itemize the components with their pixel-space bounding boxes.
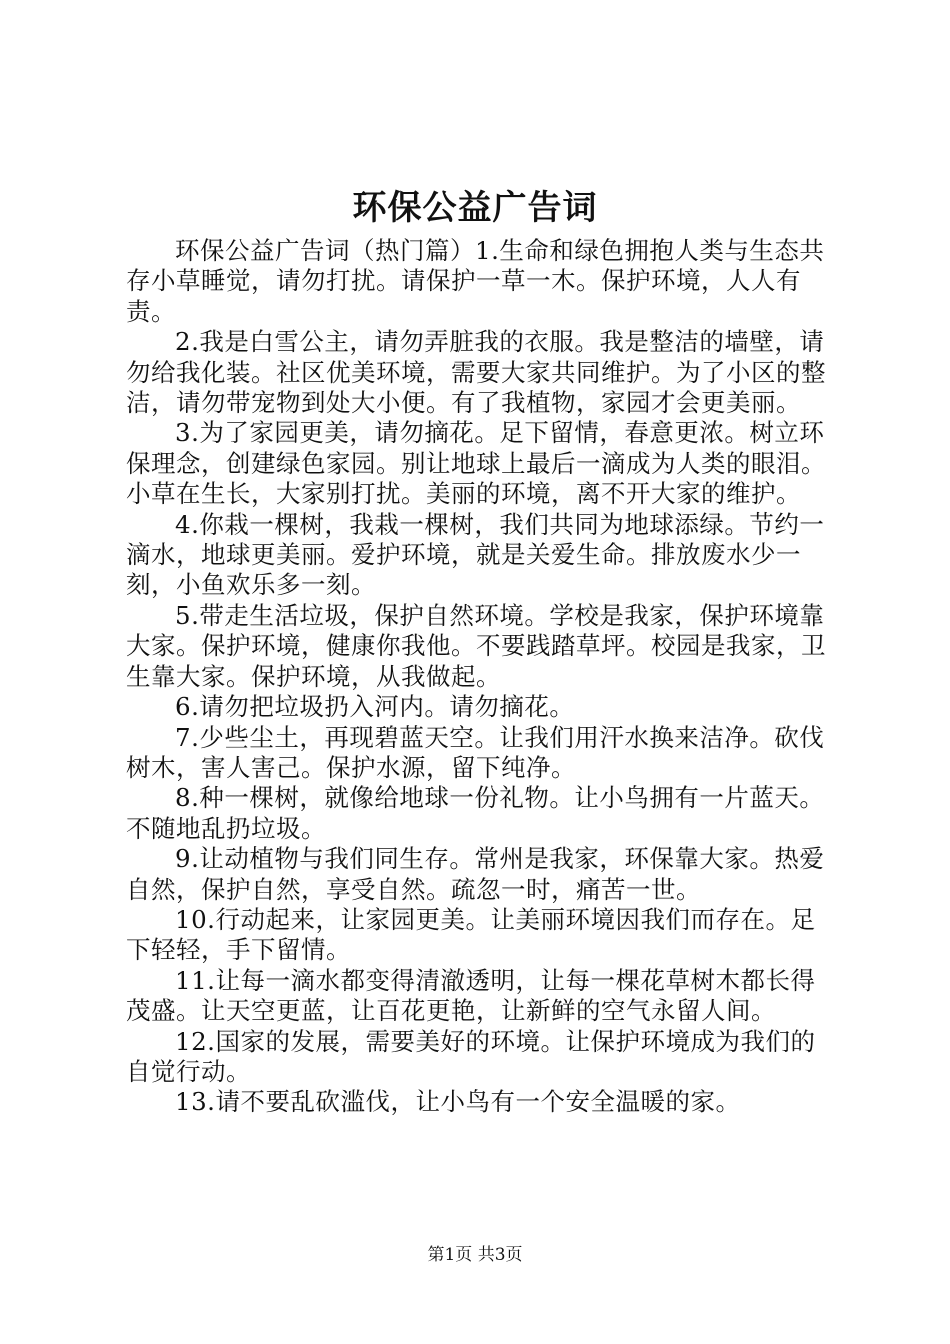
paragraph-11: 11.让每一滴水都变得清澈透明，让每一棵花草树木都长得茂盛。让天空更蓝，让百花更艳，让新鲜的空气永留人间。: [126, 965, 816, 1026]
paragraph-3: 3.为了家园更美，请勿摘花。足下留情，春意更浓。树立环保理念，创建绿色家园。别让地球上最后一滴成为人类的眼泪。小草在生长，大家别打扰。美丽的环境，离不开大家的维护。: [126, 418, 826, 509]
paragraph-intro-1: 环保公益广告词（热门篇）1.生命和绿色拥抱人类与生态共存小草睡觉，请勿打扰。请保护一草一木。保护环境，人人有责。: [126, 236, 825, 326]
paragraph-4: 4.你栽一棵树，我栽一棵树，我们共同为地球添绿。节约一滴水，地球更美丽。爱护环境，就是关爱生命。排放废水少一刻，小鱼欢乐多一刻。: [126, 509, 825, 600]
paragraph-2: 2.我是白雪公主，请勿弄脏我的衣服。我是整洁的墙壁，请勿给我化装。社区优美环境，需要大家共同维护。为了小区的整洁，请勿带宠物到处大小便。有了我植物，家园才会更美丽。: [126, 327, 826, 418]
paragraph-10: 10.行动起来，让家园更美。让美丽环境因我们而存在。足下轻轻，手下留情。: [126, 904, 816, 965]
document-body: [126, 236, 832, 1118]
paragraph-9: 9.让动植物与我们同生存。常州是我家，环保靠大家。热爱自然，保护自然，享受自然。疏忽一时，痛苦一世。: [126, 844, 825, 904]
document-title: 环保公益广告词: [352, 188, 598, 228]
paragraph-13: 13.请不要乱砍滥伐，让小鸟有一个安全温暖的家。: [175, 1087, 741, 1117]
paragraph-5: 5.带走生活垃圾，保护自然环境。学校是我家，保护环境靠大家。保护环境，健康你我他。不要践踏草坪。校园是我家，卫生靠大家。保护环境，从我做起。: [126, 600, 826, 691]
paragraph-8: 8.种一棵树，就像给地球一份礼物。让小鸟拥有一片蓝天。不随地乱扔垃圾。: [126, 783, 825, 843]
page-footer: 第1页 共3页: [427, 1245, 523, 1265]
paragraph-7: 7.少些尘土，再现碧蓝天空。让我们用汗水换来洁净。砍伐树木，害人害己。保护水源，留下纯净。: [126, 722, 825, 782]
paragraph-6: 6.请勿把垃圾扔入河内。请勿摘花。: [175, 692, 575, 722]
paragraph-12: 12.国家的发展，需要美好的环境。让保护环境成为我们的自觉行动。: [126, 1026, 816, 1086]
